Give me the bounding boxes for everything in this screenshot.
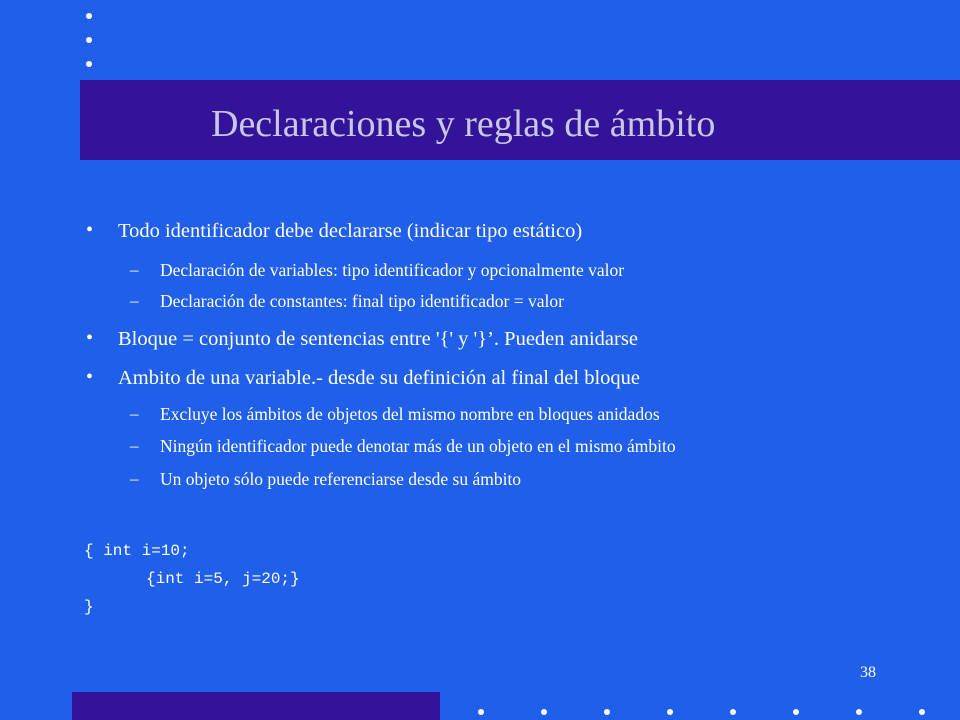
sub-bullet-marker: – bbox=[130, 436, 139, 455]
code-line: } bbox=[84, 598, 94, 616]
decor-dot bbox=[793, 709, 799, 715]
sub-bullet-text: Un objeto sólo puede referenciarse desde su ámbito bbox=[160, 469, 522, 489]
bullet-text: Todo identificador debe declararse (indicar tipo estático) bbox=[118, 220, 583, 242]
decor-dot bbox=[667, 709, 673, 715]
page-number: 38 bbox=[860, 664, 876, 681]
sub-bullet-text: Declaración de constantes: final tipo identificador = valor bbox=[160, 291, 564, 311]
code-line: {int i=5, j=20;} bbox=[146, 570, 300, 588]
bullet-marker: • bbox=[86, 219, 94, 241]
sub-bullet-marker: – bbox=[130, 469, 139, 488]
code-line: { int i=10; bbox=[84, 542, 190, 560]
decor-dot bbox=[541, 709, 547, 715]
decor-dot bbox=[478, 709, 484, 715]
decor-dot bbox=[856, 709, 862, 715]
sub-bullet-marker: – bbox=[130, 291, 139, 310]
sub-bullet-text: Declaración de variables: tipo identificador y opcionalmente valor bbox=[160, 260, 625, 280]
sub-bullet-text: Ningún identificador puede denotar más de un objeto en el mismo ámbito bbox=[160, 436, 676, 456]
decor-dot bbox=[86, 61, 92, 67]
decor-dot bbox=[86, 13, 92, 19]
bullet-text: Ambito de una variable.- desde su definición al final del bloque bbox=[118, 367, 641, 389]
sub-bullet-text: Excluye los ámbitos de objetos del mismo nombre en bloques anidados bbox=[160, 404, 660, 424]
decor-dot bbox=[604, 709, 610, 715]
bullet-marker: • bbox=[86, 366, 94, 388]
bullet-marker: • bbox=[86, 327, 94, 349]
slide-title: Declaraciones y reglas de ámbito bbox=[211, 103, 716, 145]
footer-band bbox=[72, 692, 440, 720]
decor-dot bbox=[730, 709, 736, 715]
decor-dot bbox=[919, 709, 925, 715]
decor-dot bbox=[86, 37, 92, 43]
sub-bullet-marker: – bbox=[130, 260, 139, 279]
bullet-text: Bloque = conjunto de sentencias entre '{' y '}’. Pueden anidarse bbox=[118, 328, 638, 350]
sub-bullet-marker: – bbox=[130, 404, 139, 423]
